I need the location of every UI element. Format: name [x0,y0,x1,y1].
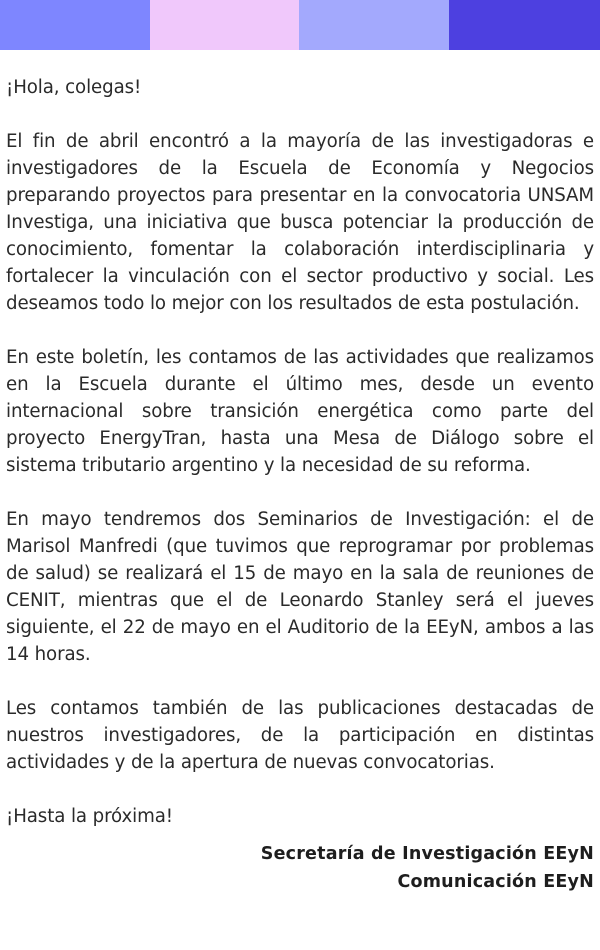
banner-segment-2 [150,0,299,50]
banner-segment-4 [449,0,600,50]
newsletter-letter [0,50,600,830]
banner-segment-3 [299,0,449,50]
greeting: ¡Hola, colegas! [6,77,142,98]
signature-block [0,840,600,896]
paragraph-publications: Les contamos también de las publicaciones destacadas de nuestros investigadores, de la participación en distintas actividades y de la apertura de nuevas convocatorias. [6,698,594,773]
signature-secretaria: Secretaría de Investigación EEyN [260,844,594,864]
banner-segment-1 [0,0,150,50]
header-color-banner [0,0,600,50]
signature-comunicacion: Comunicación EEyN [397,872,594,892]
closing: ¡Hasta la próxima! [6,806,173,827]
paragraph-activities: En este boletín, les contamos de las actividades que realizamos en la Escuela durante el último mes, desde un evento internacional sobre transición energética como parte del proyecto EnergyTran, hasta una Mesa de Diálogo sobre el sistema tributario argentino y la necesidad de su reforma. [6,347,594,476]
paragraph-intro: El fin de abril encontró a la mayoría de las investigadoras e investigadores de la Escuela de Economía y Negocios preparando proyectos para presentar en la convocatoria UNSAM Investiga, una iniciativa que busca potenciar la producción de conocimiento, fomentar la colaboración interdisciplinaria y fortalecer la vinculación con el sector productivo y social. Les deseamos todo lo mejor con los resultados de esta postulación. [6,131,594,314]
paragraph-seminars: En mayo tendremos dos Seminarios de Investigación: el de Marisol Manfredi (que tuvimos que reprogramar por problemas de salud) se realizará el 15 de mayo en la sala de reuniones de CENIT, mientras que el de Leonardo Stanley será el jueves siguiente, el 22 de mayo en el Auditorio de la EEyN, ambos a las 14 horas. [6,509,594,665]
